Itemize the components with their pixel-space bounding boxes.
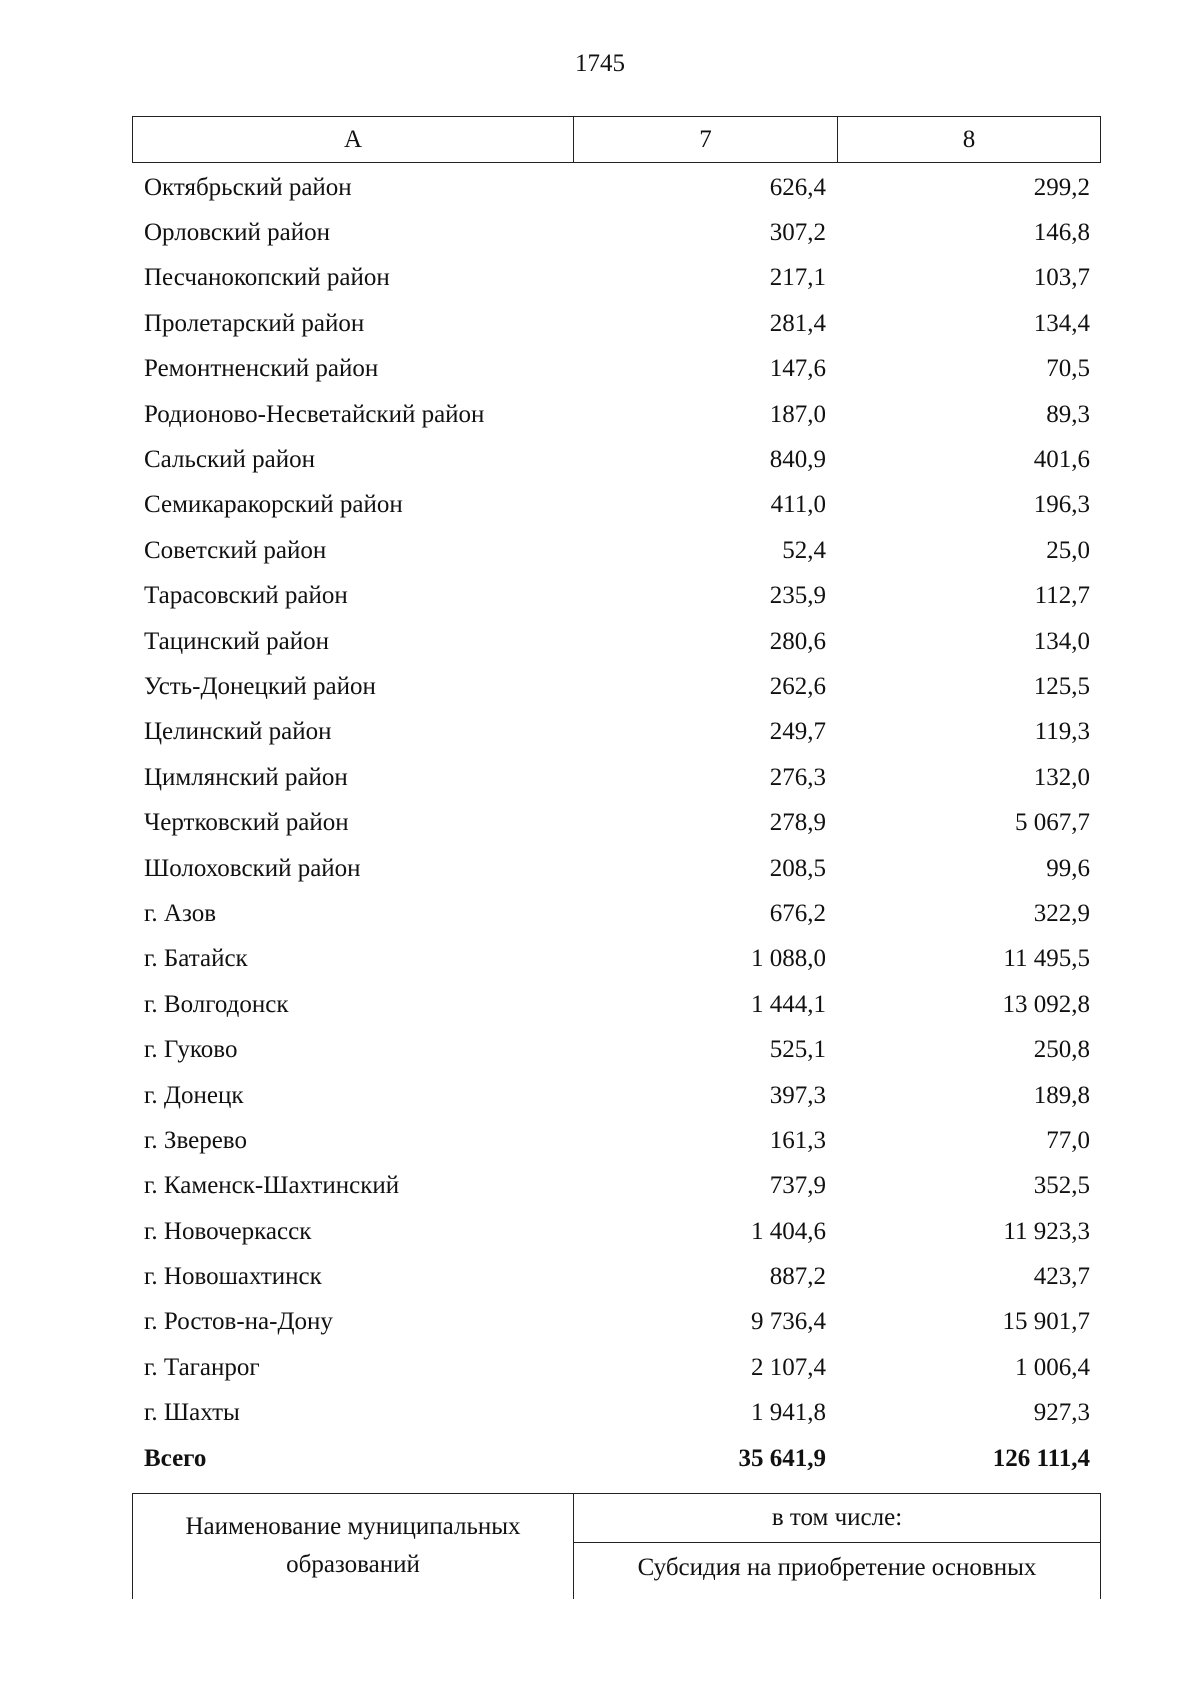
row-value-8: 25,0 [1046, 536, 1090, 564]
total-row [132, 1436, 1101, 1481]
row-name: Усть-Донецкий район [144, 672, 376, 700]
column-group-header [574, 1494, 1100, 1599]
row-value-8: 103,7 [1033, 264, 1090, 292]
row-name: г. Шахты [144, 1399, 240, 1427]
row-value-8: 423,7 [1033, 1263, 1090, 1291]
row-name: Шолоховский район [144, 854, 361, 882]
row-name: г. Каменск-Шахтинский [144, 1172, 400, 1200]
row-value-8: 11 923,3 [1003, 1217, 1090, 1245]
table-row [132, 1118, 1101, 1163]
row-value-7: 307,2 [769, 219, 826, 247]
row-value-7: 52,4 [782, 536, 826, 564]
row-value-8: 196,3 [1033, 491, 1090, 519]
table-body [132, 165, 1101, 1481]
header-col-8: 8 [962, 125, 976, 153]
row-name: г. Азов [144, 899, 217, 927]
subsidy-label: Субсидия на приобретение основных [637, 1554, 1037, 1581]
row-value-8: 322,9 [1033, 899, 1090, 927]
row-value-7: 1 444,1 [751, 990, 826, 1018]
row-value-8: 112,7 [1034, 582, 1090, 610]
row-value-7: 1 404,6 [751, 1217, 826, 1245]
row-name: г. Донецк [144, 1081, 244, 1109]
row-value-8: 134,0 [1033, 627, 1090, 655]
table-row [132, 755, 1101, 800]
group-label: в том числе: [574, 1494, 1100, 1543]
row-name: Ремонтненский район [144, 355, 379, 383]
row-value-8: 1 006,4 [1015, 1353, 1090, 1381]
table-row [132, 664, 1101, 709]
row-value-7: 397,3 [769, 1081, 826, 1109]
row-name: Чертковский район [144, 809, 349, 837]
row-value-7: 235,9 [769, 582, 826, 610]
row-value-7: 840,9 [769, 446, 826, 474]
row-value-7: 161,3 [769, 1126, 826, 1154]
row-value-8: 352,5 [1033, 1172, 1090, 1200]
row-value-7: 2 107,4 [751, 1353, 826, 1381]
row-value-8: 927,3 [1033, 1399, 1090, 1427]
row-name: г. Батайск [144, 945, 248, 973]
row-value-7: 281,4 [769, 309, 826, 337]
table-row [132, 392, 1101, 437]
row-value-8: 70,5 [1046, 355, 1090, 383]
header-col-7: 7 [574, 117, 838, 162]
table-row [132, 528, 1101, 573]
row-name: Сальский район [144, 446, 315, 474]
row-value-8: 13 092,8 [1002, 990, 1090, 1018]
row-name: Тацинский район [144, 627, 329, 655]
row-value-7: 262,6 [769, 672, 826, 700]
table-row [132, 891, 1101, 936]
header-col-a: А [133, 117, 574, 162]
row-value-8: 299,2 [1033, 173, 1090, 201]
table-row [132, 1345, 1101, 1390]
table-row [132, 301, 1101, 346]
table-row [132, 619, 1101, 664]
table-row [132, 1300, 1101, 1345]
row-value-8: 77,0 [1046, 1126, 1090, 1154]
row-value-7: 147,6 [769, 355, 826, 383]
row-value-8: 250,8 [1033, 1036, 1090, 1064]
table-row [132, 1027, 1101, 1072]
row-value-7: 217,1 [769, 264, 826, 292]
next-table-header [132, 1493, 1101, 1599]
row-name: г. Новошахтинск [144, 1263, 322, 1291]
row-value-7: 676,2 [769, 899, 826, 927]
row-value-8: 189,8 [1033, 1081, 1090, 1109]
total-label: Всего [144, 1444, 207, 1472]
row-name: г. Ростов-на-Дону [144, 1308, 333, 1336]
row-name: г. Новочеркасск [144, 1217, 312, 1245]
row-value-7: 737,9 [769, 1172, 826, 1200]
row-value-7: 525,1 [769, 1036, 826, 1064]
row-name: Тарасовский район [144, 582, 348, 610]
row-value-8: 11 495,5 [1003, 945, 1090, 973]
row-name: Цимлянский район [144, 763, 348, 791]
row-value-7: 187,0 [769, 400, 826, 428]
row-value-8: 5 067,7 [1015, 809, 1090, 837]
row-value-8: 99,6 [1046, 854, 1090, 882]
table-row [132, 437, 1101, 482]
table-row [132, 1164, 1101, 1209]
row-name: Орловский район [144, 219, 330, 247]
row-value-7: 887,2 [769, 1263, 826, 1291]
table-row [132, 347, 1101, 392]
row-value-7: 1 941,8 [751, 1399, 826, 1427]
table-row [132, 1254, 1101, 1299]
row-value-8: 15 901,7 [1002, 1308, 1090, 1336]
row-value-7: 9 736,4 [751, 1308, 826, 1336]
row-value-8: 119,3 [1034, 718, 1090, 746]
row-value-7: 208,5 [769, 854, 826, 882]
row-value-8: 146,8 [1033, 219, 1090, 247]
row-name: Семикаракорский район [144, 491, 403, 519]
row-value-8: 401,6 [1033, 446, 1090, 474]
row-name: г. Таганрог [144, 1353, 260, 1381]
row-value-8: 125,5 [1033, 672, 1090, 700]
table-row [132, 483, 1101, 528]
row-name: г. Волгодонск [144, 990, 289, 1018]
row-name: Родионово-Несветайский район [144, 400, 485, 428]
row-name: Целинский район [144, 718, 332, 746]
total-value-8: 126 111,4 [992, 1444, 1090, 1472]
row-name: г. Гуково [144, 1036, 238, 1064]
row-name: Песчанокопский район [144, 264, 390, 292]
row-value-7: 280,6 [769, 627, 826, 655]
row-value-8: 132,0 [1033, 763, 1090, 791]
row-value-8: 89,3 [1046, 400, 1090, 428]
row-value-7: 278,9 [769, 809, 826, 837]
table-row [132, 982, 1101, 1027]
column-name-header [133, 1494, 574, 1599]
table-row [132, 574, 1101, 619]
column-name-line1: Наименование муниципальных [185, 1513, 521, 1540]
row-name: г. Зверево [144, 1126, 247, 1154]
row-value-7: 249,7 [769, 718, 826, 746]
row-value-7: 411,0 [770, 491, 826, 519]
row-value-7: 276,3 [769, 763, 826, 791]
table-row [132, 800, 1101, 845]
table-row [132, 937, 1101, 982]
table-row [132, 1391, 1101, 1436]
row-value-7: 1 088,0 [751, 945, 826, 973]
row-value-7: 626,4 [769, 173, 826, 201]
table-row [132, 210, 1101, 255]
row-name: Октябрьский район [144, 173, 352, 201]
table-row [132, 256, 1101, 301]
table-header [132, 116, 1101, 163]
column-name-line2: образований [286, 1551, 420, 1578]
table-row [132, 1073, 1101, 1118]
table-row [132, 1209, 1101, 1254]
table-row [132, 846, 1101, 891]
table-row [132, 165, 1101, 210]
row-name: Советский район [144, 536, 327, 564]
row-name: Пролетарский район [144, 309, 365, 337]
table-row [132, 710, 1101, 755]
row-value-8: 134,4 [1033, 309, 1090, 337]
page-number: 1745 [575, 50, 625, 77]
total-value-7: 35 641,9 [738, 1444, 826, 1472]
